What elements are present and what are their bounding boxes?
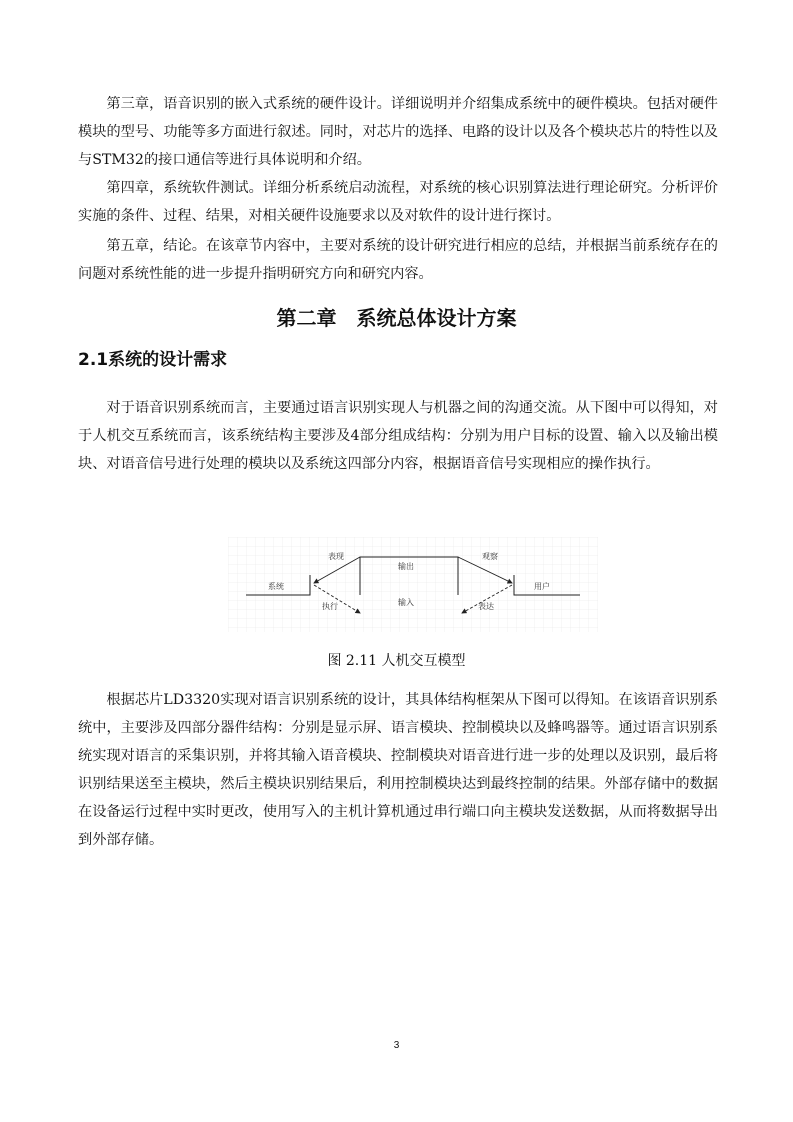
paragraph-ld3320: 根据芯片LD3320实现对语言识别系统的设计，其具体结构框架从下图可以得知。在该语音识别系统中，主要涉及四部分器件结构：分别是显示屏、语言模块、控制模块以及蜂鸣器等。通过语言识别系统实现对语言的采集识别，并将其输入语音模块、控制模块对语音进行进一步的处理以及识别，最后将识别结果送至主模块，然后主模块识别结果后，利用控制模块达到最终控制的结果。外部存储中的数据在设备运行过程中实时更改，使用写入的主机计算机通过串行端口向主模块发送数据，从而将数据导出到外部存储。: [78, 692, 718, 848]
input-label: 输入: [398, 598, 414, 607]
section-title: 2.1系统的设计需求: [78, 350, 228, 370]
execute-label: 执行: [322, 602, 338, 611]
human-computer-interaction-diagram: [228, 537, 598, 632]
page-number: 3: [393, 1040, 400, 1051]
present-label: 表现: [328, 552, 344, 561]
output-label: 输出: [398, 562, 414, 571]
user-label: 用户: [534, 582, 550, 591]
paragraph-requirements: 对于语音识别系统而言，主要通过语言识别实现人与机器之间的沟通交流。从下图中可以得知，对于人机交互系统而言，该系统结构主要涉及4部分组成结构：分别为用户目标的设置、输入以及输出模块、对语音信号进行处理的模块以及系统这四部分内容，根据语音信号实现相应的操作执行。: [78, 400, 718, 472]
paragraph-chapter3: 第三章，语音识别的嵌入式系统的硬件设计。详细说明并介绍集成系统中的硬件模块。包括对硬件模块的型号、功能等多方面进行叙述。同时，对芯片的选择、电路的设计以及各个模块芯片的特性以及与STM32的接口通信等进行具体说明和介绍。: [78, 96, 718, 168]
figure-caption: 图 2.11 人机交互模型: [327, 653, 466, 669]
paragraph-chapter5: 第五章，结论。在该章节内容中，主要对系统的设计研究进行相应的总结，并根据当前系统存在的问题对系统性能的进一步提升指明研究方向和研究内容。: [78, 238, 718, 282]
chapter-title: 第二章 系统总体设计方案: [276, 306, 517, 330]
express-label: 表达: [478, 602, 494, 611]
paragraph-chapter4: 第四章，系统软件测试。详细分析系统启动流程，对系统的核心识别算法进行理论研究。分析评价实施的条件、过程、结果，对相关硬件设施要求以及对软件的设计进行探讨。: [78, 180, 718, 224]
observe-label: 观察: [482, 552, 498, 561]
diagram-svg: [228, 537, 598, 632]
system-label: 系统: [268, 582, 284, 591]
